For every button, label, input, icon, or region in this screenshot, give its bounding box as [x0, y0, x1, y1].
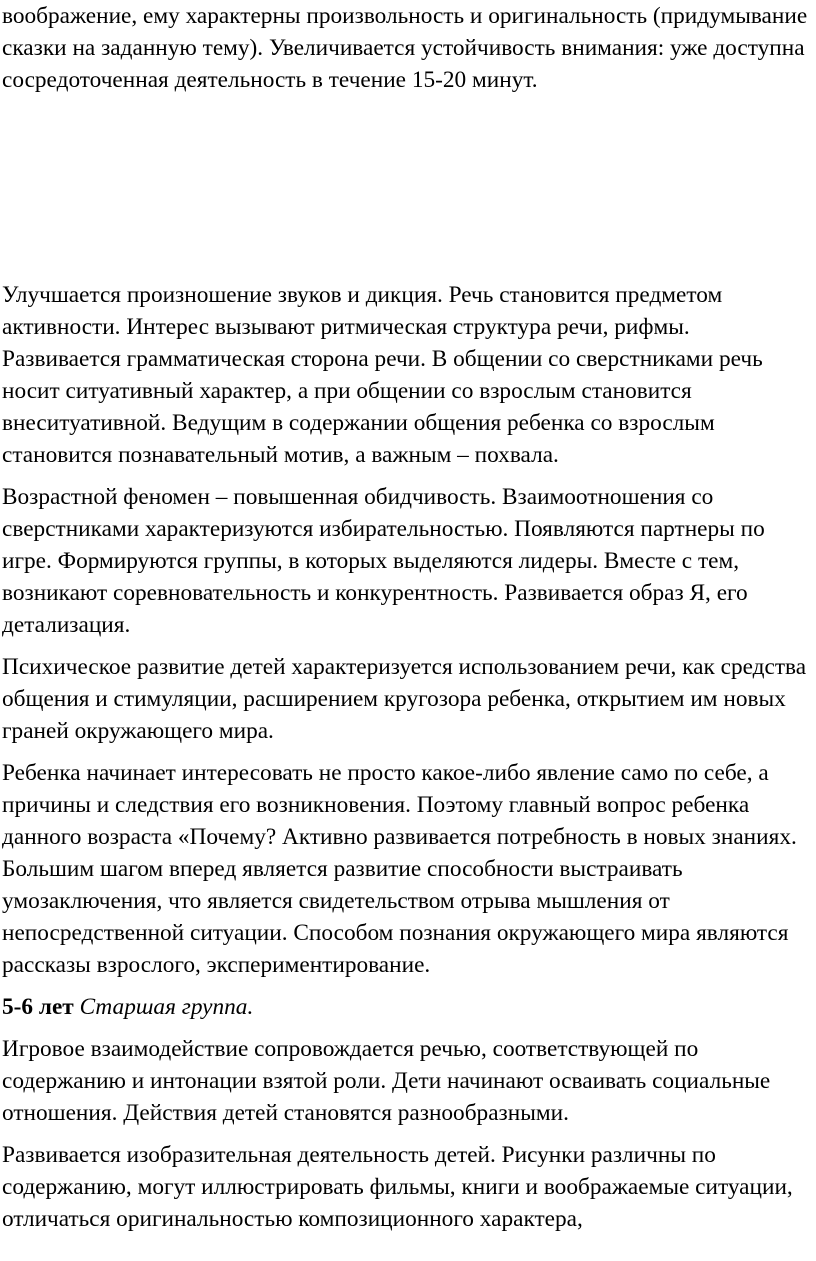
paragraph-age-phenomenon: Возрастной феномен – повышенная обидчивость. Взаимоотношения со сверстниками характеризуются избирательностью. Появляются партнеры по игре. Формируются группы, в которых выделяются лидеры. Вместе с тем, возникают соревновательность и конкурентность. Развивается образ Я, его детализация.	[2, 484, 765, 638]
paragraph-imagination: воображение, ему характерны произвольность и оригинальность (придумывание сказки на заданную тему). Увеличивается устойчивость внимания: уже доступна сосредоточенная деятельность в течение 15-20 минут.	[2, 3, 808, 93]
heading-group: Старшая группа.	[79, 994, 254, 1020]
document-body	[0, 279, 814, 1245]
paragraph-mental-development: Психическое развитие детей характеризуется использованием речи, как средства общения и стимуляции, расширением кругозора ребенка, открытием им новых граней окружающего мира.	[2, 654, 807, 744]
section-heading	[0, 991, 814, 1023]
paragraph-visual-activity: Развивается изобразительная деятельность детей. Рисунки различны по содержанию, могут иллюстрировать фильмы, книги и воображаемые ситуации, отличаться оригинальностью композиционного характера,	[2, 1142, 793, 1232]
heading-age: 5-6 лет	[2, 994, 74, 1020]
paragraph-speech: Улучшается произношение звуков и дикция. Речь становится предметом активности. Интерес вызывают ритмическая структура речи, рифмы. Развивается грамматическая сторона речи. В общении со сверстниками речь носит ситуативный характер, а при общении со взрослым становится внеситуативной. Ведущим в содержании общения ребенка со взрослым становится познавательный мотив, а важным – похвала.	[2, 282, 763, 468]
paragraph-cognition: Ребенка начинает интересовать не просто какое-либо явление само по себе, а причины и следствия его возникновения. Поэтому главный вопрос ребенка данного возраста «Почему? Активно развивается потребность в новых знаниях. Большим шагом вперед является развитие способности выстраивать умозаключения, что является свидетельством отрыва мышления от непосредственной ситуации. Способом познания окружающего мира являются рассказы взрослого, экспериментирование.	[2, 760, 797, 978]
paragraph-play-interaction: Игровое взаимодействие сопровождается речью, соответствующей по содержанию и интонации взятой роли. Дети начинают осваивать социальные отношения. Действия детей становятся разнообразными.	[2, 1036, 771, 1126]
